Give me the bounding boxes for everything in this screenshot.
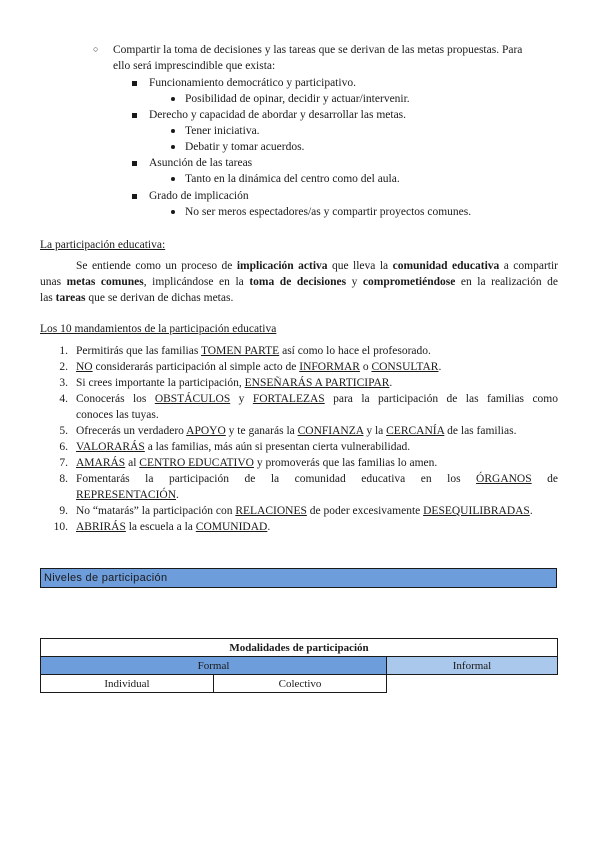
list-item: Derecho y capacidad de abordar y desarrollar las metas. (149, 109, 407, 121)
section-heading: La participación educativa: (40, 239, 166, 251)
empty-cell (387, 675, 558, 693)
list-number: 7. (59, 457, 68, 469)
list-item: Fomentarás la participación de la comunidad educativa en los ÓRGANOS de (76, 473, 558, 485)
informal-header: Informal (387, 657, 558, 675)
bullet-square-icon (132, 161, 137, 166)
list-item: Si crees importante la participación, ENSEÑARÁS A PARTICIPAR. (76, 377, 393, 389)
colectivo-cell: Colectivo (214, 675, 387, 693)
list-item-continuation: conoces las tuyas. (76, 409, 159, 421)
table-title: Modalidades de participación (41, 639, 558, 657)
bullet-dot-icon (171, 145, 175, 149)
list-item: No “matarás” la participación con RELACIONES de poder excesivamente DESEQUILIBRADAS. (76, 505, 533, 517)
modalidades-table (40, 638, 558, 693)
list-item-continuation: ello será imprescindible que exista: (113, 60, 276, 72)
bullet-dot-icon (171, 97, 175, 101)
list-item: Funcionamiento democrático y participativo. (149, 77, 356, 89)
list-item: Ofrecerás un verdadero APOYO y te ganarás la CONFIANZA y la CERCANÍA de las familias. (76, 425, 517, 437)
bullet-square-icon (132, 113, 137, 118)
list-item: ABRIRÁS la escuela a la COMUNIDAD. (76, 521, 271, 533)
individual-cell: Individual (41, 675, 214, 693)
list-item: VALORARÁS a las familias, más aún si presentan cierta vulnerabilidad. (76, 441, 411, 453)
list-number: 5. (59, 425, 68, 437)
list-number: 1. (59, 345, 68, 357)
list-number: 2. (59, 361, 68, 373)
bullet-square-icon (132, 81, 137, 86)
list-item: Compartir la toma de decisiones y las tareas que se derivan de las metas propuestas. Para (113, 44, 523, 56)
list-number: 4. (59, 393, 68, 405)
list-item: Conocerás los OBSTÁCULOS y FORTALEZAS para la participación de las familias como (76, 393, 559, 405)
list-item: Tanto en la dinámica del centro como del aula. (185, 173, 400, 185)
niveles-title: Niveles de participación (44, 572, 168, 584)
list-item: Debatir y tomar acuerdos. (185, 141, 305, 153)
bullet-dot-icon (171, 177, 175, 181)
list-item: No ser meros espectadores/as y compartir proyectos comunes. (185, 206, 472, 218)
list-number: 6. (59, 441, 68, 453)
list-item: Grado de implicación (149, 190, 249, 202)
paragraph-line: las tareas que se derivan de dichas metas. (40, 292, 234, 304)
formal-header: Formal (41, 657, 387, 675)
bullet-dot-icon (171, 210, 175, 214)
paragraph-line: unas metas comunes, implicándose en la toma de decisiones y comprometiéndose en la realización de (40, 276, 558, 288)
list-item: Asunción de las tareas (149, 157, 253, 169)
list-number: 8. (59, 473, 68, 485)
list-number: 9. (59, 505, 68, 517)
list-item: Posibilidad de opinar, decidir y actuar/intervenir. (185, 93, 410, 105)
niveles-banner (40, 568, 557, 588)
list-number: 3. (59, 377, 68, 389)
list-item: NO considerarás participación al simple acto de INFORMAR o CONSULTAR. (76, 361, 442, 373)
list-item-continuation: REPRESENTACIÓN. (76, 489, 179, 501)
bullet-square-icon (132, 194, 137, 199)
section-heading: Los 10 mandamientos de la participación educativa (40, 323, 277, 335)
bullet-dot-icon (171, 129, 175, 133)
list-item: Permitirás que las familias TOMEN PARTE así como lo hace el profesorado. (76, 345, 431, 357)
list-item: Tener iniciativa. (185, 125, 260, 137)
list-item: AMARÁS al CENTRO EDUCATIVO y promoverás que las familias lo amen. (76, 457, 438, 469)
bullet-circle-icon: ○ (93, 44, 99, 54)
list-number: 10. (53, 521, 68, 533)
paragraph-line: Se entiende como un proceso de implicación activa que lleva la comunidad educativa a compartir (76, 260, 558, 272)
